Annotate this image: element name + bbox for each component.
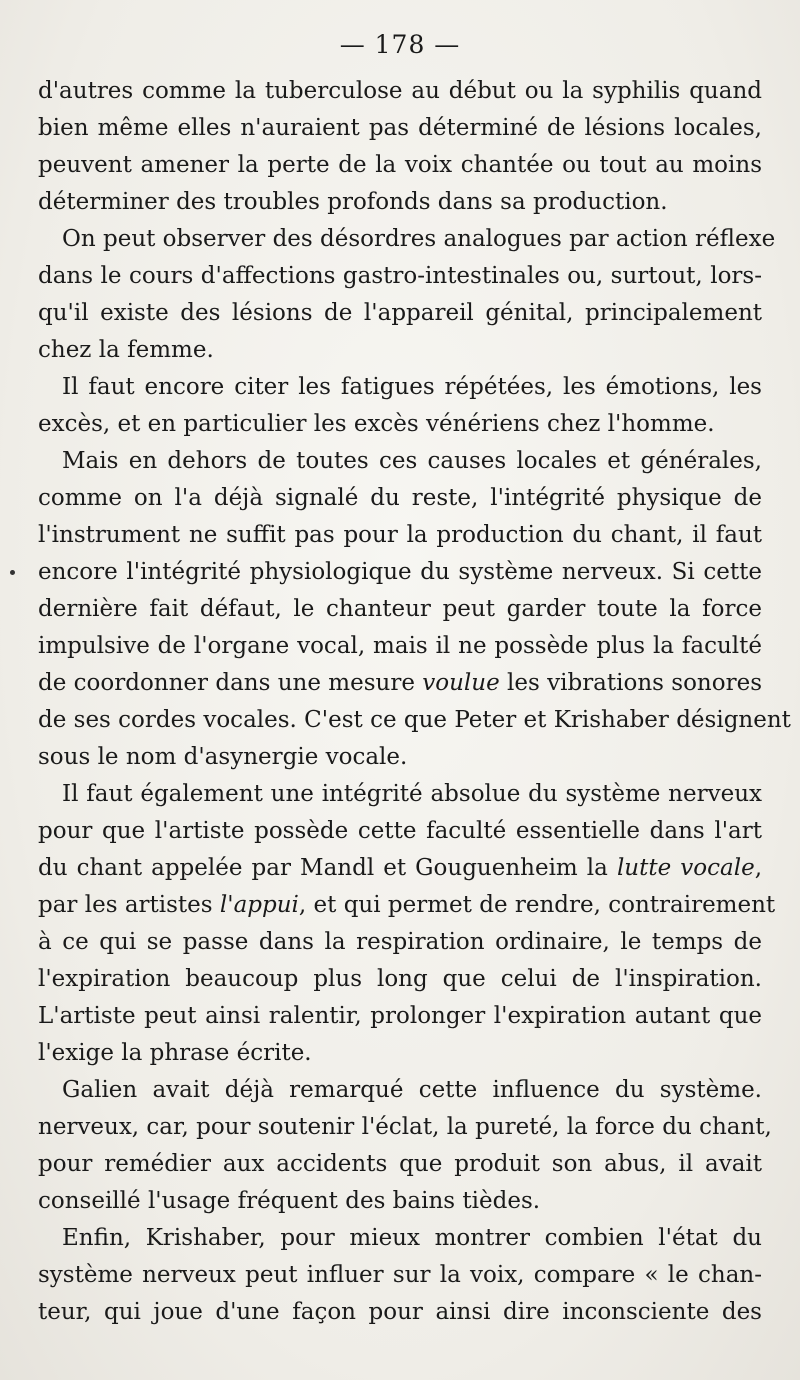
text-line: Il faut également une intégrité absolue du système nerveux [62, 781, 762, 807]
text-line: Enfin, Krishaber, pour mieux montrer combien l'état du [62, 1225, 762, 1251]
text-segment: les vibrations sonores [499, 670, 763, 696]
text-line: d'autres comme la tuberculose au début ou la syphilis quand [38, 78, 762, 104]
text-line: dans le cours d'affections gastro-intestinales ou, surtout, lors- [38, 263, 762, 289]
page-number: — 178 — [339, 30, 461, 59]
text-line: qu'il existe des lésions de l'appareil génital, principalement [38, 300, 762, 326]
paragraph-4 [38, 443, 791, 776]
text-line: l'instrument ne suffit pas pour la production du chant, il faut [38, 522, 762, 548]
italic-term-appui: l'appui [219, 892, 299, 918]
text-line: l'expiration beaucoup plus long que celui de l'inspiration. [38, 966, 762, 992]
text-line: bien même elles n'auraient pas déterminé de lésions locales, [38, 115, 762, 141]
text-line: encore l'intégrité physiologique du système nerveux. Si cette [38, 559, 762, 585]
text-line: de ses cordes vocales. C'est ce que Peter et Krishaber désignent [38, 707, 791, 733]
text-line: comme on l'a déjà signalé du reste, l'intégrité physique de [38, 485, 762, 511]
text-segment: , et qui permet de rendre, contrairement [298, 892, 776, 918]
margin-dot [10, 570, 15, 575]
text-line: Mais en dehors de toutes ces causes locales et générales, [62, 448, 762, 474]
text-line: On peut observer des désordres analogues par action réflexe [62, 226, 776, 252]
text-line: Galien avait déjà remarqué cette influence du système. [62, 1077, 762, 1103]
paragraph-3 [38, 369, 762, 443]
text-line: L'artiste peut ainsi ralentir, prolonger l'expiration autant que [38, 1003, 762, 1029]
text-line: à ce qui se passe dans la respiration ordinaire, le temps de [38, 929, 762, 955]
text-line: conseillé l'usage fréquent des bains tièdes. [38, 1188, 541, 1214]
text-line: système nerveux peut influer sur la voix, compare « le chan- [38, 1262, 762, 1288]
italic-term-lutte-vocale: lutte vocale [616, 855, 755, 881]
paragraph-5 [38, 776, 776, 1072]
paragraph-2 [38, 221, 776, 369]
text-line: pour remédier aux accidents que produit son abus, il avait [38, 1151, 762, 1177]
text-line: excès, et en particulier les excès vénériens chez l'homme. [38, 411, 715, 437]
text-line: impulsive de l'organe vocal, mais il ne possède plus la faculté [38, 633, 762, 659]
text-line: peuvent amener la perte de la voix chantée ou tout au moins [38, 152, 762, 178]
paragraph-7 [38, 1220, 762, 1331]
paragraph-1 [38, 73, 762, 221]
text-line: l'exige la phrase écrite. [38, 1040, 312, 1066]
text-segment: par les artistes [38, 892, 220, 918]
text-line-voulue [38, 665, 762, 702]
text-line-lutte [38, 850, 762, 887]
text-line: pour que l'artiste possède cette faculté essentielle dans l'art [38, 818, 762, 844]
text-line: chez la femme. [38, 337, 214, 363]
paragraph-6 [38, 1072, 772, 1220]
text-line: sous le nom d'asynergie vocale. [38, 744, 408, 770]
text-line: dernière fait défaut, le chanteur peut garder toute la force [38, 596, 762, 622]
text-line: Il faut encore citer les fatigues répétées, les émotions, les [62, 374, 762, 400]
italic-term-voulue: voulue [422, 670, 500, 696]
text-line: teur, qui joue d'une façon pour ainsi dire inconsciente des [38, 1299, 762, 1325]
text-segment: du chant appelée par Mandl et Gouguenheim la [38, 855, 617, 881]
body-text [38, 73, 791, 1331]
text-line: déterminer des troubles profonds dans sa production. [38, 189, 668, 215]
text-segment: de coordonner dans une mesure [38, 670, 423, 696]
text-segment: , [754, 855, 762, 881]
text-line-appui [38, 887, 776, 924]
text-line: nerveux, car, pour soutenir l'éclat, la pureté, la force du chant, [38, 1114, 772, 1140]
